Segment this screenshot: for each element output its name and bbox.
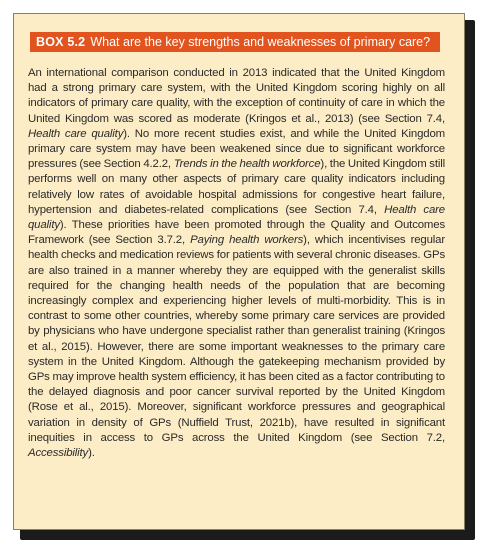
section-reference: Health care quality [28,127,124,140]
box-title: What are the key strengths and weaknesses of primary care? [90,35,431,49]
section-reference: Trends in the health workforce [173,158,321,171]
body-segment: ). These priorities have been promoted through the Quality and Outcomes Framework (see Section 3.7.2, [28,219,445,247]
body-segment: ), the United Kingdom still performs well on many other aspects of primary care quality indicators including relatively low rates of avoidable hospital admissions for congestive heart failure, hypertension and diabetes-related complications (see Section 7.4, [28,158,446,216]
box-label: BOX 5.2 [36,35,86,49]
body-segment: ). No more recent studies exist, and while the United Kingdom primary care system may have been weakened since due to significant workforce pressures (see Section 4.2.2, [28,127,446,171]
box-panel [13,13,465,530]
section-reference: Health care quality [28,203,445,232]
box-header [30,32,440,52]
section-reference: Accessibility [28,447,89,460]
section-reference: Paying health workers [190,234,304,247]
body-segment: An international comparison conducted in 2013 indicated that the United Kingdom had a strong primary care system, with the United Kingdom scoring highly on all indicators of primary care quality, with the exception of continuity of care in which the United Kingdom was scored as moderate (Kringos et al., 2013) (see Section 7.4, [28,67,445,125]
body-segment: ). [88,447,95,460]
box-body-text [28,66,445,461]
body-segment: ), which incentivises regular health checks and medication reviews for patients with several chronic diseases. GPs are also trained in a manner whereby they are equipped with the generalist skills required for the changing health needs of the population that are becoming increasingly complex and experiencing higher levels of multi-morbidity. This is in contrast to some other countries, whereby some primary care services are provided by physicians who have undergone specialist rather than generalist training (Kringos et al., 2015). However, there are some important weaknesses to the primary care system in the United Kingdom. Although the gatekeeping mechanism provided by GPs may improve health system efficiency, it has been cited as a factor contributing to the delayed diagnosis and poor cancer survival reported by the United Kingdom (Rose et al., 2015). Moreover, significant workforce pressures and geographical variation in density of GPs (Nuffield Trust, 2021b), have resulted in significant inequities in access to GPs across the United Kingdom (see Section 7.2, [28,234,445,444]
